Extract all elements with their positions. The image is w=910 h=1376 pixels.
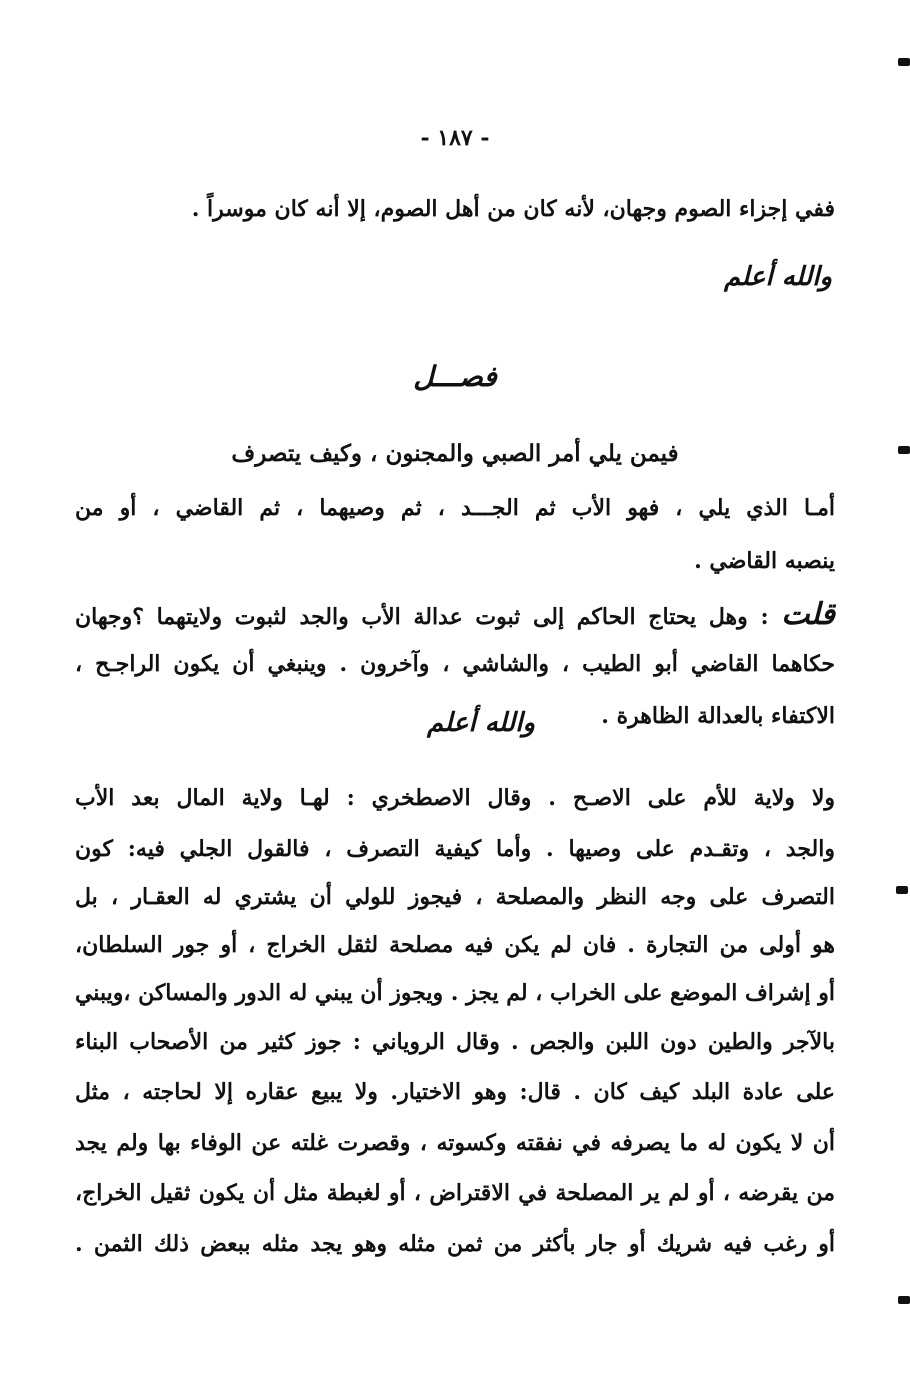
qult-label: قلت xyxy=(781,597,835,632)
text-line: ففي إجزاء الصوم وجهان، لأنه كان من أهل الصوم، إلا أنه كان موسراً . xyxy=(191,196,835,222)
wallahu-alam-phrase: والله أعلم xyxy=(724,262,832,292)
binding-mark xyxy=(898,1296,910,1304)
text-line: الاكتفاء بالعدالة الظاهرة . xyxy=(601,703,835,729)
text-line: على عادة البلد كيف كان . قال: وهو الاختيار. ولا يبيع عقاره إلا لحاجته ، مثل xyxy=(75,1079,835,1105)
text-line: من يقرضه ، أو لم ير المصلحة في الاقتراض ، أو لغبطة مثل أن يكون ثقيل الخراج، xyxy=(75,1180,835,1206)
binding-mark xyxy=(898,446,910,454)
text-line: بالآجر والطين دون اللبن والجص . وقال الروياني : جوز كثير من الأصحاب البناء xyxy=(75,1029,835,1055)
text-line: التصرف على وجه النظر والمصلحة ، فيجوز للولي أن يشتري له العقـار ، بل xyxy=(75,884,835,910)
section-heading: فيمن يلي أمر الصبي والمجنون ، وكيف يتصرف xyxy=(231,440,679,467)
text-line: حكاهما القاضي أبو الطيب ، والشاشي ، وآخرون . وينبغي أن يكون الراجـح ، xyxy=(75,651,835,677)
text-line: أمـا الذي يلي ، فهو الأب ثم الجـــد ، ثم وصيهما ، ثم القاضي ، أو من xyxy=(75,495,835,521)
binding-mark xyxy=(896,886,908,894)
text-line: ينصبه القاضي . xyxy=(694,548,835,574)
text-line-with-label xyxy=(75,597,835,632)
text-line: ولا ولاية للأم على الاصـح . وقال الاصطخري : لهـا ولاية المال بعد الأب xyxy=(75,785,835,811)
text-line: أو رغب فيه شريك أو جار بأكثر من ثمن مثله وهو يجد مثله ببعض ذلك الثمن . xyxy=(75,1231,835,1257)
section-title: فصـــل xyxy=(413,360,497,393)
text-line: أو إشراف الموضع على الخراب ، لم يجز . ويجوز أن يبني له الدور والمساكن ،ويبني xyxy=(74,980,835,1006)
page-number: - ١٨٧ - xyxy=(420,125,490,151)
text-line: هو أولى من التجارة . فان لم يكن فيه مصلحة لثقل الخراج ، أو جور السلطان، xyxy=(75,932,835,958)
wallahu-alam-phrase: والله أعلم xyxy=(427,708,535,738)
binding-mark xyxy=(898,58,910,66)
text-line: أن لا يكون له ما يصرفه في نفقته وكسوته ، وقصرت غلته عن الوفاء بها ولم يجد xyxy=(75,1130,835,1156)
text-line: والجد ، وتقـدم على وصيها . وأما كيفية التصرف ، فالقول الجلي فيه: كون xyxy=(75,836,835,862)
text-segment: : وهل يحتاج الحاكم إلى ثبوت عدالة الأب والجد لثبوت ولايتهما ؟وجهان xyxy=(75,604,769,630)
